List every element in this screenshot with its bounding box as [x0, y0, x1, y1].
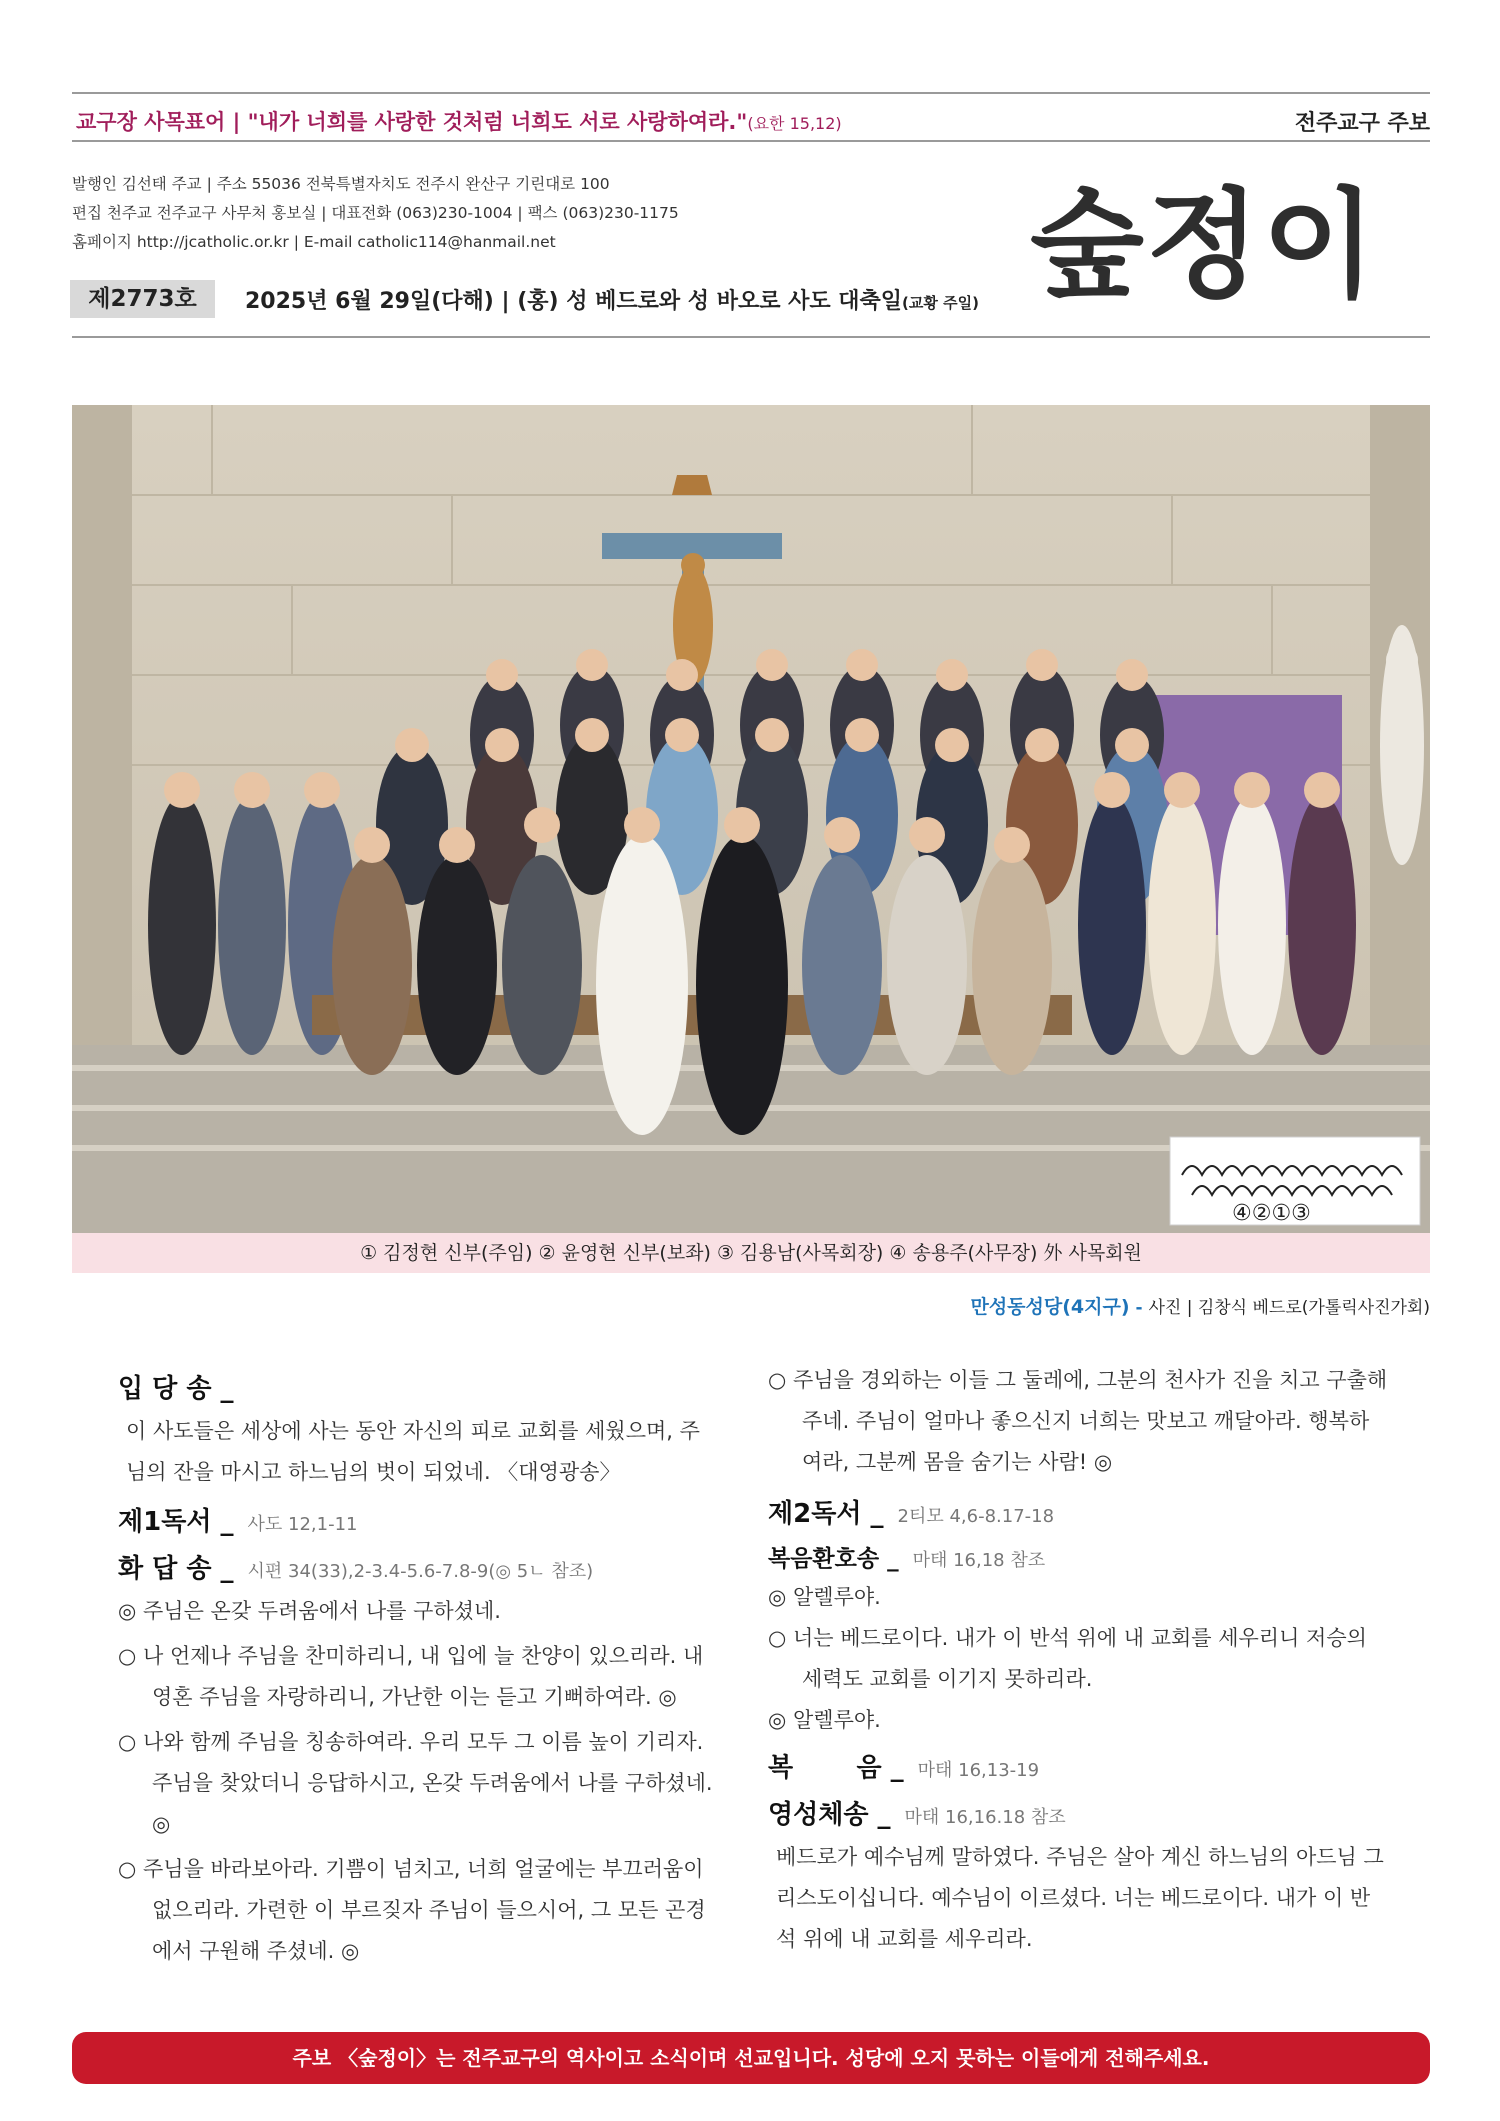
- motto-quote: "내가 너희를 사랑한 것처럼 너희도 서로 사랑하여라.": [247, 110, 748, 134]
- meta-editor: 편집 천주교 전주교구 사무처 홍보실 | 대표전화 (063)230-1004 | 팩스 (063)230-1175: [72, 204, 679, 222]
- second-reading-ref: 2티모 4,6-8.17-18: [897, 1506, 1055, 1527]
- psalm-label: 화 답 송 _: [118, 1554, 234, 1584]
- psalm-verse-3: ○ 주님을 바라보아라. 기쁨이 넘치고, 너희 얼굴에는 부끄러움이 없으리라. 가련한 이 부르짖자 주님이 들으시어, 그 모든 곤경에서 구원해 주셨네. ◎: [118, 1857, 706, 1963]
- gospel-acclamation-label: 복음환호송 _: [768, 1546, 899, 1572]
- meta-publisher: 발행인 김선태 주교 | 주소 55036 전북특별자치도 전주시 완산구 기린대로 100: [72, 175, 610, 193]
- logo-text: 숲정이: [1030, 175, 1378, 314]
- issue-date-note: (교황 주일): [902, 294, 979, 312]
- motto-prefix: 교구장 사목표어: [76, 110, 226, 134]
- group-photo-illustration: [72, 405, 1430, 1233]
- header-bottom-rule: [72, 336, 1430, 338]
- first-reading-heading: [118, 1501, 718, 1538]
- psalm-verse-4: ○ 주님을 경외하는 이들 그 둘레에, 그분의 천사가 진을 치고 구출해 주네. 주님이 얼마나 좋으신지 너희는 맛보고 깨달아라. 행복하여라, 그분께 몸을 숨기는 사람! ◎: [768, 1368, 1388, 1474]
- alleluia-2: ◎ 알렐루야.: [768, 1708, 881, 1732]
- gospel-acclamation-ref: 마태 16,18 참조: [912, 1550, 1046, 1571]
- entrance-antiphon-text: 이 사도들은 세상에 사는 동안 자신의 피로 교회를 세웠으며, 주님의 잔을 마시고 하느님의 벗이 되었네. 〈대영광송〉: [126, 1419, 700, 1484]
- second-reading-label: 제2독서 _: [768, 1499, 884, 1529]
- gospel-acclamation-heading: [768, 1540, 1388, 1573]
- parish-name: 만성동성당(4지구): [970, 1296, 1130, 1318]
- group-photo: [72, 405, 1430, 1233]
- top-rule: [72, 92, 1430, 94]
- liturgy-right-column: [768, 1360, 1388, 1960]
- psalm-verse-1: ○ 나 언제나 주님을 찬미하리니, 내 입에 늘 찬양이 있으리라. 내 영혼 주님을 자랑하리니, 가난한 이는 듣고 기뻐하여라. ◎: [118, 1644, 704, 1709]
- alleluia-1: ◎ 알렐루야.: [768, 1585, 881, 1609]
- psalm-response: ◎ 주님은 온갖 두려움에서 나를 구하셨네.: [118, 1599, 501, 1623]
- entrance-antiphon-heading: [118, 1368, 718, 1405]
- psalm-heading: [118, 1548, 718, 1585]
- psalm-verse-2: ○ 나와 함께 주님을 칭송하여라. 우리 모두 그 이름 높이 기리자. 주님을 찾았더니 응답하시고, 온갖 두려움에서 나를 구하셨네. ◎: [118, 1730, 713, 1836]
- issue-date-text: 2025년 6월 29일(다해) | (홍) 성 베드로와 성 바오로 사도 대축일: [245, 289, 903, 314]
- gospel-label: 복 음 _: [768, 1753, 904, 1783]
- first-reading-ref: 사도 12,1-11: [247, 1514, 358, 1535]
- psalm-ref: 시편 34(33),2-3.4-5.6-7.8-9(◎ 5ㄴ 참조): [247, 1561, 594, 1582]
- meta-website: 홈페이지 http://jcatholic.or.kr | E-mail catholic114@hanmail.net: [72, 233, 556, 251]
- gospel-ref: 마태 16,13-19: [917, 1760, 1040, 1781]
- credit-separator: -: [1129, 1298, 1149, 1318]
- photo-credit: [970, 1292, 1430, 1319]
- second-reading-heading: [768, 1493, 1388, 1530]
- issue-date: [245, 284, 979, 315]
- diocesan-motto: [76, 106, 842, 136]
- communion-label: 영성체송 _: [768, 1800, 891, 1830]
- photo-legend-numbers: ④②①③: [1232, 1201, 1311, 1226]
- communion-heading: [768, 1794, 1388, 1831]
- bulletin-logo: [1030, 175, 1430, 314]
- header-rule: [72, 140, 1430, 142]
- motto-separator: |: [225, 110, 248, 134]
- gospel-heading: [768, 1747, 1388, 1784]
- footer-banner: 주보 〈숲정이〉는 전주교구의 역사이고 소식이며 선교입니다. 성당에 오지 못하는 이들에게 전해주세요.: [72, 2032, 1430, 2084]
- photographer: 사진 | 김창식 베드로(가톨릭사진가회): [1148, 1298, 1430, 1318]
- communion-ref: 마태 16,16.18 참조: [904, 1807, 1066, 1828]
- liturgy-left-column: [118, 1360, 718, 1972]
- first-reading-label: 제1독서 _: [118, 1507, 234, 1537]
- bulletin-label: 전주교구 주보: [1294, 111, 1430, 136]
- issue-number: 제2773호: [70, 280, 215, 318]
- gospel-acclamation-verse: ○ 너는 베드로이다. 내가 이 반석 위에 내 교회를 세우리니 저승의 세력도 교회를 이기지 못하리라.: [768, 1626, 1367, 1691]
- motto-reference: (요한 15,12): [747, 114, 842, 133]
- communion-text: 베드로가 예수님께 말하였다. 주님은 살아 계신 하느님의 아드님 그리스도이십니다. 예수님이 이르셨다. 너는 베드로이다. 내가 이 반석 위에 내 교회를 세우리라.: [776, 1845, 1384, 1951]
- entrance-label: 입 당 송 _: [118, 1374, 234, 1404]
- photo-caption: ① 김정현 신부(주임) ② 윤영현 신부(보좌) ③ 김용남(사목회장) ④ 송용주(사무장) 外 사목회원: [72, 1233, 1430, 1273]
